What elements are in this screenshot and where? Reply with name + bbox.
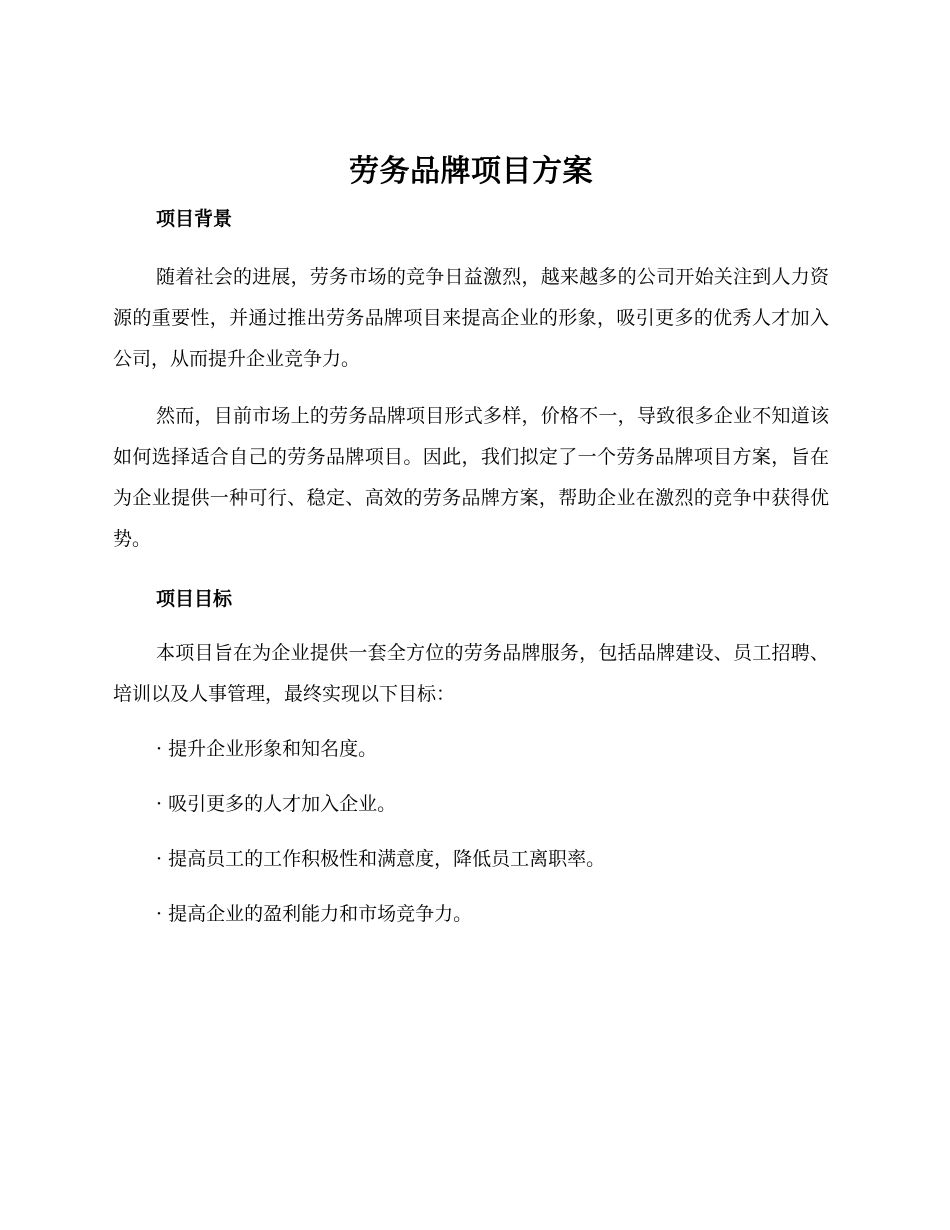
section-heading-goals: 项目目标 bbox=[156, 588, 233, 610]
section-heading-background: 项目背景 bbox=[156, 208, 233, 230]
background-paragraph-2: 然而，目前市场上的劳务品牌项目形式多样，价格不一，导致很多企业不知道该如何选择适合自己的劳务品牌项目。因此，我们拟定了一个劳务品牌项目方案，旨在为企业提供一种可行、稳定、高效的劳务品牌方案，帮助企业在激烈的竞争中获得优势。 bbox=[113, 405, 829, 550]
section-project-goals bbox=[113, 585, 829, 935]
background-paragraph-1: 随着社会的进展，劳务市场的竞争日益激烈，越来越多的公司开始关注到人力资源的重要性，并通过推出劳务品牌项目来提高企业的形象，吸引更多的优秀人才加入公司，从而提升企业竞争力。 bbox=[113, 266, 829, 370]
list-item: · 提高企业的盈利能力和市场竞争力。 bbox=[156, 903, 473, 925]
list-item: · 提升企业形象和知名度。 bbox=[156, 738, 378, 760]
goals-intro-paragraph: 本项目旨在为企业提供一套全方位的劳务品牌服务，包括品牌建设、员工招聘、培训以及人事管理，最终实现以下目标： bbox=[113, 642, 829, 705]
document-page bbox=[113, 150, 829, 949]
section-project-background bbox=[113, 205, 829, 560]
list-item: · 吸引更多的人才加入企业。 bbox=[156, 793, 397, 815]
document-title: 劳务品牌项目方案 bbox=[349, 154, 593, 189]
list-item: · 提高员工的工作积极性和满意度，降低员工离职率。 bbox=[156, 848, 606, 870]
goals-bullet-list bbox=[113, 729, 829, 935]
